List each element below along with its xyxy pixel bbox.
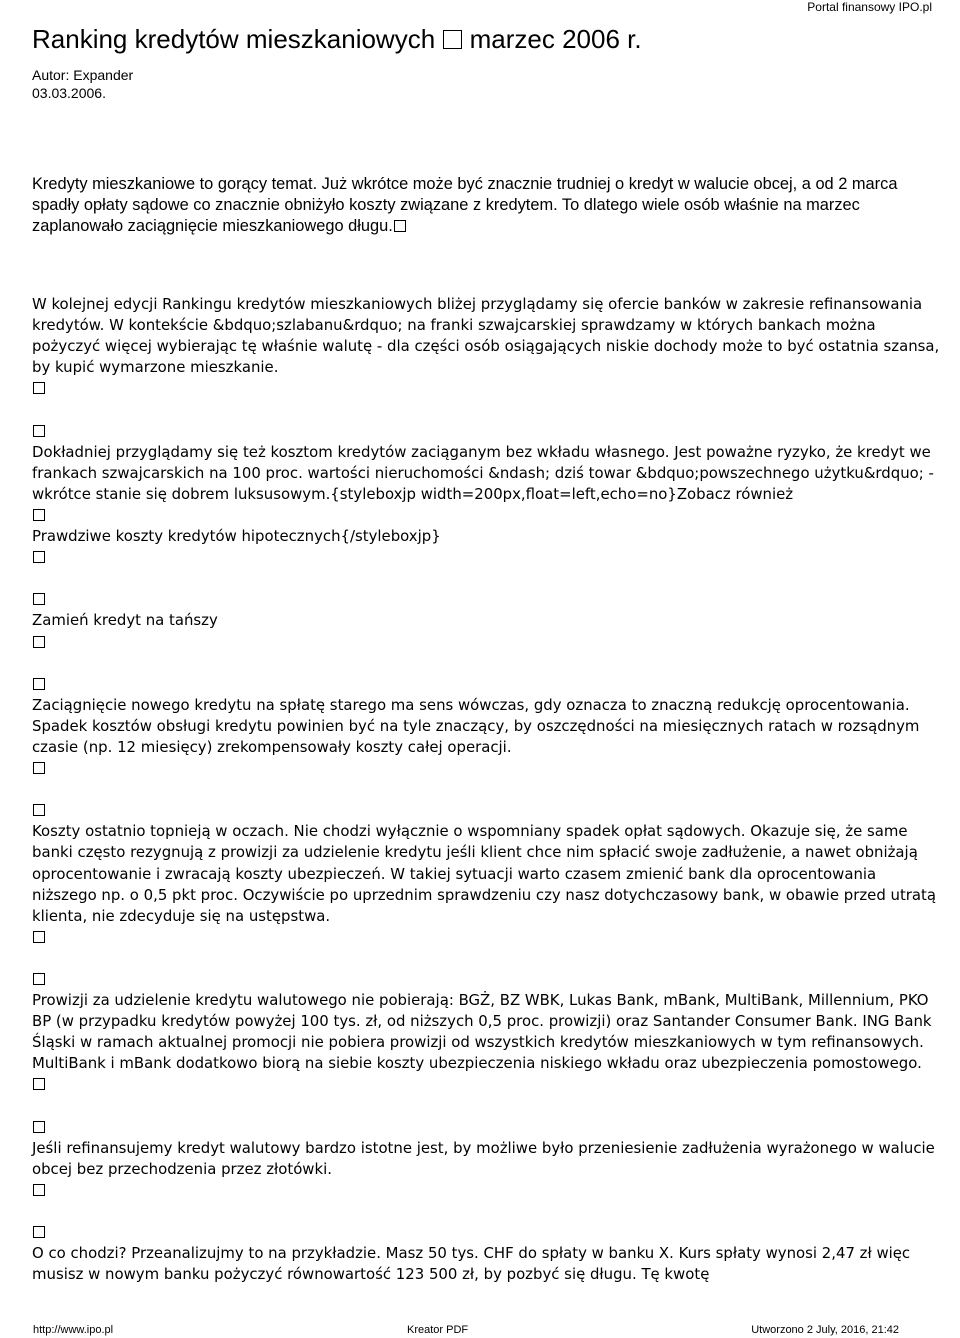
paragraph-no-down-payment: Dokładniej przyglądamy się też kosztom kredytów zaciąganym bez wkładu własnego. Jest poważne ryzyko, że kredyt we frankach szwajcarskich na 100 proc. wartości nieruchomości &ndash; dziś towar &bdquo;powszechnego użytku&rdquo; - wkrótce stanie się dobrem luksusowym.{styleboxjp width=200px,float=left,echo=no}Zobacz również	[32, 442, 934, 503]
box-line	[32, 421, 942, 442]
intro-paragraph	[32, 174, 932, 238]
author-line: Autor: Expander	[32, 67, 134, 83]
missing-glyph-icon	[33, 931, 45, 943]
footer-creator: Kreator PDF	[407, 1324, 469, 1336]
portal-header: Portal finansowy IPO.pl	[807, 0, 932, 14]
missing-glyph-icon	[33, 762, 45, 774]
paragraph-example: O co chodzi? Przeanalizujmy to na przykładzie. Masz 50 tys. CHF do spłaty w banku X. Kurs spłaty wynosi 2,47 zł więc musisz w nowym banku pożyczyć równowartość 123 500 zł, by pozbyć się długu. Tę kwotę	[32, 1244, 911, 1284]
article-date: 03.03.2006.	[32, 85, 106, 101]
page-footer	[0, 1323, 960, 1338]
missing-glyph-icon	[33, 509, 45, 521]
box-line	[32, 1074, 942, 1095]
article-body	[32, 294, 942, 1285]
missing-glyph-icon	[33, 804, 45, 816]
section-heading: Zamień kredyt na tańszy	[32, 611, 218, 630]
box-line	[32, 927, 942, 948]
missing-glyph-icon	[394, 220, 406, 232]
box-line	[32, 378, 942, 399]
missing-glyph-icon	[33, 973, 45, 985]
missing-glyph-icon	[33, 1121, 45, 1133]
paragraph-costs: Koszty ostatnio topnieją w oczach. Nie chodzi wyłącznie o wspomniany spadek opłat sądowych. Okazuje się, że same banki często rezygnują z prowizji za udzielenie kredytu jeśli klient chce nim spłacić swoje zadłużenie, a nawet obniżają oprocentowanie i zwracają koszty ubezpieczeń. W takiej sytuacji warto czasem zmienić bank dla oprocentowania niższego np. o 0,5 pkt proc. Oczywiście po uprzednim sprawdzeniu czy nasz dotychczasowy bank, w obawie przed utratą klienta, nie zdecyduje się na ustępstwa.	[32, 822, 936, 925]
missing-glyph-icon	[33, 593, 45, 605]
box-line	[32, 674, 942, 695]
missing-glyph-icon	[33, 425, 45, 437]
box-line	[32, 1117, 942, 1138]
missing-glyph-icon	[33, 1226, 45, 1238]
missing-glyph-icon	[33, 1184, 45, 1196]
article-meta	[32, 66, 133, 102]
paragraph-refinancing: W kolejnej edycji Rankingu kredytów mieszkaniowych bliżej przyglądamy się ofercie banków w zakresie refinansowania kredytów. W kontekście &bdquo;szlabanu&rdquo; na franki szwajcarskiej sprawdzamy w których bankach można pożyczyć więcej wybierając tę właśnie walutę - dla części osób osiągających niskie dochody może to być ostatnia szansa, by kupić wymarzone mieszkanie.	[32, 295, 940, 377]
missing-glyph-icon	[33, 551, 45, 563]
paragraph-currency-transfer: Jeśli refinansujemy kredyt walutowy bardzo istotne jest, by możliwe było przeniesienie zadłużenia wyrażonego w walucie obcej bez przechodzenia przez złotówki.	[32, 1138, 935, 1178]
title-text: Ranking kredytów mieszkaniowych	[32, 24, 436, 54]
missing-glyph-icon	[33, 636, 45, 648]
paragraph-new-loan: Zaciągnięcie nowego kredytu na spłatę starego ma sens wówczas, gdy oznacza to znaczną redukcję oprocentowania. Spadek kosztów obsługi kredytu powinien być na tyle znaczący, by oszczędności na miesięcznych ratach w rozsądnym czasie (np. 12 miesięcy) zrekompensowały koszty całej operacji.	[32, 695, 920, 756]
box-line	[32, 969, 942, 990]
paragraph-see-also: Prawdziwe koszty kredytów hipotecznych{/styleboxjp}	[32, 527, 441, 546]
missing-glyph-icon	[33, 678, 45, 690]
box-line	[32, 547, 942, 568]
box-line	[32, 1222, 942, 1243]
box-line	[32, 589, 942, 610]
box-line	[32, 800, 942, 821]
missing-glyph-icon	[443, 30, 462, 49]
footer-created: Utworzono 2 July, 2016, 21:42	[751, 1324, 899, 1336]
missing-glyph-icon	[33, 1078, 45, 1090]
paragraph-commissions: Prowizji za udzielenie kredytu walutowego nie pobierają: BGŻ, BZ WBK, Lukas Bank, mBank, MultiBank, Millennium, PKO BP (w przypadku kredytów powyżej 100 tys. zł, od niższych 0,5 proc. prowizji) oraz Santander Consumer Bank. ING Bank Śląski w ramach aktualnej promocji nie pobiera prowizji od wszystkich kredytów mieszkaniowych w tym refinansowych. MultiBank i mBank dodatkowo biorą na siebie koszty ubezpieczenia niskiego wkładu oraz ubezpieczenia pomostowego.	[32, 991, 932, 1073]
footer-url: http://www.ipo.pl	[33, 1324, 114, 1336]
article-title	[32, 22, 642, 56]
box-line	[32, 632, 942, 653]
missing-glyph-icon	[33, 382, 45, 394]
box-line	[32, 505, 942, 526]
box-line	[32, 1180, 942, 1201]
box-line	[32, 758, 942, 779]
intro-text: Kredyty mieszkaniowe to gorący temat. Już wkrótce może być znacznie trudniej o kredyt w walucie obcej, a od 2 marca spadły opłaty sądowe co znacznie obniżyło koszty związane z kredytem. To dlatego wiele osób właśnie na marzec zaplanowało zaciągnięcie mieszkaniowego długu.	[32, 175, 898, 236]
title-date-text: marzec 2006 r.	[469, 24, 642, 54]
